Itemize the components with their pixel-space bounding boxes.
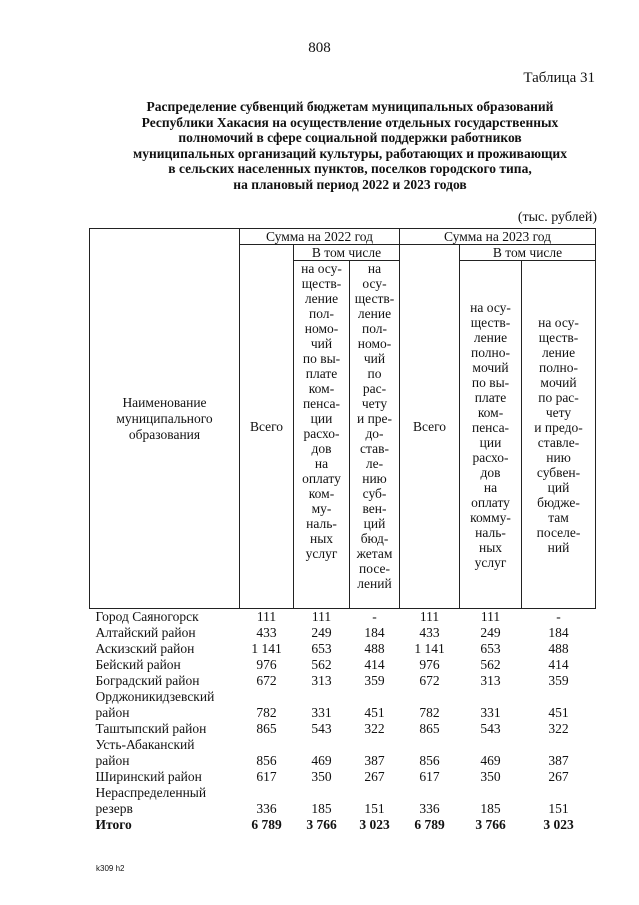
municipality-name [90,657,240,673]
value-cell: 433 [419,625,440,640]
total-row [90,817,596,833]
value-cell: 543 [480,721,501,736]
value-cell: 6 789 [251,817,282,832]
table-row [90,785,596,817]
header-line: комму- [470,509,511,525]
value-cell: 322 [364,721,385,736]
header-line: жетам [356,546,393,561]
header-line: расхо- [303,426,340,441]
municipality-name [90,673,240,689]
header-line: чету [361,396,388,411]
value-cell: 976 [256,657,277,672]
header-line: на осу- [470,299,511,315]
value-cell: 865 [256,721,277,736]
header-line: и пре- [356,411,393,426]
header-line: ком- [477,404,504,420]
title-line: муниципальных организаций культуры, работающих и проживающих [133,145,567,161]
header-line: плате [305,366,338,381]
title-line: Республики Хакасия на осуществление отдельных государственных [141,114,559,130]
value-cell: 111 [311,609,332,624]
header-line: чету [545,404,572,420]
value-cell: 350 [311,769,332,784]
value-cell: 313 [311,673,332,688]
value-cell: 313 [480,673,501,688]
municipality-name [90,641,240,657]
value-cell: 451 [364,705,385,720]
value-cell: 151 [364,801,385,816]
value-cell: 3 766 [306,817,337,832]
value-cell: 782 [419,705,440,720]
municipality-name-line: Бейский район [95,657,181,672]
table-row [90,769,596,785]
header-line: му- [311,501,332,516]
municipality-name-line: Город Саяногорск [95,609,199,624]
header-line: ление [473,329,508,345]
table-row [90,737,596,769]
header-line: мочий [540,374,577,390]
value-cell: 469 [311,753,332,768]
table-row [90,641,596,657]
municipality-name-line: Ширинский район [95,769,202,784]
table-row [90,689,596,721]
value-cell: 672 [256,673,277,688]
value-cell: 1 141 [251,641,282,656]
header-line: ществ- [301,276,342,291]
header-line: нию [546,449,571,465]
value-cell: 249 [480,625,501,640]
municipality-name [90,737,240,769]
units-label: (тыс. рублей) [517,210,597,225]
header-line: нию [362,471,387,486]
header-line: на [367,261,382,276]
header-line: ле- [365,456,384,471]
value-cell: 469 [480,753,501,768]
header-line: пол- [308,306,335,321]
value-cell: 359 [364,673,385,688]
header-line: на [483,479,498,495]
header-line: ком- [308,381,335,396]
header-line: ний [547,539,570,555]
header-line: на [314,456,329,471]
value-cell: 653 [480,641,501,656]
table-row [90,625,596,641]
header-line: посе- [359,561,390,576]
header-line: поселе- [536,524,581,540]
table-label: Таблица 31 [523,70,595,86]
header-utility-compensation-2023 [460,261,522,609]
header-line: вен- [362,501,387,516]
header-line: мочий [472,359,509,375]
municipality-name [90,689,240,721]
municipality-name [90,609,240,626]
municipality-name-line: Боградский район [95,673,200,688]
subvention-table [89,228,596,833]
value-cell: 185 [480,801,501,816]
municipality-name-line: Усть-Абаканский [95,737,195,752]
value-cell: 856 [419,753,440,768]
header-total-2022: Всего [240,245,294,609]
value-cell: 111 [256,609,277,624]
header-line: бюдже- [537,494,580,510]
header-line: номо- [357,336,392,351]
header-line: расхо- [472,449,509,465]
value-cell: 562 [480,657,501,672]
municipality-name-line: Орджоникидзевский [95,689,215,704]
header-line: чий [310,336,333,351]
header-line: ществ- [538,329,579,345]
header-line: став- [360,441,389,456]
header-line: ных [478,539,503,555]
municipality-name [90,817,240,833]
header-line: Наименование [122,394,207,410]
municipality-name-line: район [95,753,130,768]
value-cell: 322 [548,721,569,736]
value-cell: 359 [548,673,569,688]
value-cell: 111 [419,609,440,624]
municipality-name [90,625,240,641]
header-line: ление [357,306,392,321]
header-line: на осу- [538,314,579,330]
value-cell: 488 [548,641,569,656]
value-cell: 488 [364,641,385,656]
header-line: оплату [302,471,341,486]
value-cell: 6 789 [414,817,445,832]
header-line: услуг [305,546,338,561]
header-line: ций [363,516,386,531]
header-line: наль- [306,516,337,531]
value-cell: 267 [548,769,569,784]
header-line: ление [541,344,576,360]
header-line: чий [363,351,386,366]
value-cell: 350 [480,769,501,784]
value-cell: 562 [311,657,332,672]
value-cell: 543 [311,721,332,736]
header-line: лений [357,576,392,591]
value-cell: 414 [548,657,569,672]
header-including-2023: В том числе [460,245,596,261]
value-cell: 336 [256,801,277,816]
header-line: ции [310,411,333,426]
header-line: бюд- [360,531,389,546]
header-line: по вы- [471,374,510,390]
header-municipality [90,229,240,609]
footer-code: k309 h2 [96,864,125,873]
header-sum-2022: Сумма на 2022 год [240,229,400,245]
header-line: наль- [475,524,506,540]
value-cell: 184 [548,625,569,640]
header-line: оплату [471,494,510,510]
value-cell: 184 [364,625,385,640]
title-line: Распределение субвенций бюджетам муниципальных образований [146,99,554,114]
header-line: ком- [308,486,335,501]
header-line: по вы- [302,351,341,366]
header-settlement-subvention-2022 [350,261,400,609]
header-line: суб- [362,486,387,501]
header-line: по рас- [538,389,579,405]
header-line: ществ- [354,291,395,306]
header-line: на осу- [301,261,342,276]
header-line: до- [365,426,384,441]
header-line: ных [309,531,334,546]
title-line: полномочий в сфере социальной поддержки работников [178,130,522,145]
municipality-name-line: Итого [95,817,132,832]
value-cell: 617 [256,769,277,784]
header-line: рас- [362,381,387,396]
value-cell: 976 [419,657,440,672]
header-line: ление [304,291,339,306]
municipality-name-line: Нераспределенный [95,785,207,800]
header-line: ставле- [537,434,580,450]
value-cell: 387 [548,753,569,768]
value-cell: 3 023 [543,817,574,832]
value-cell: 336 [419,801,440,816]
municipality-name-line: район [95,705,130,720]
header-line: плате [474,389,507,405]
municipality-name-line: Таштыпский район [95,721,207,736]
header-line: полно- [539,359,579,375]
value-cell: 653 [311,641,332,656]
value-cell: - [556,609,561,624]
table-row [90,721,596,737]
header-line: услуг [474,554,507,570]
header-line: субвен- [536,464,581,480]
header-utility-compensation-2022 [294,261,350,609]
header-including-2022: В том числе [294,245,400,261]
header-line: осу- [362,276,387,291]
value-cell: 249 [311,625,332,640]
value-cell: 151 [548,801,569,816]
header-line: муниципального [116,410,213,426]
table-row [90,657,596,673]
value-cell: 387 [364,753,385,768]
value-cell: 865 [419,721,440,736]
header-line: ции [479,434,502,450]
value-cell: 617 [419,769,440,784]
header-line: пол- [361,321,388,336]
page-number: 808 [308,40,331,56]
title-line: на плановый период 2022 и 2023 годов [233,176,467,192]
header-line: там [548,509,569,525]
municipality-name [90,721,240,737]
header-settlement-subvention-2023 [522,261,596,609]
header-sum-2023: Сумма на 2023 год [400,229,596,245]
value-cell: 3 023 [359,817,390,832]
value-cell: 451 [548,705,569,720]
header-line: пенса- [471,419,510,435]
value-cell: - [372,609,377,624]
header-line: ществ- [470,314,511,330]
header-line: образования [128,426,201,442]
value-cell: 1 141 [414,641,445,656]
municipality-name-line: Аскизский район [95,641,195,656]
value-cell: 111 [480,609,501,624]
value-cell: 267 [364,769,385,784]
header-line: и предо- [534,419,583,435]
table-row [90,609,596,626]
header-line: полно- [471,344,511,360]
value-cell: 414 [364,657,385,672]
header-line: по [367,366,382,381]
value-cell: 672 [419,673,440,688]
document-title [90,99,610,192]
municipality-name [90,785,240,817]
header-line: номо- [304,321,339,336]
municipality-name-line: Алтайский район [95,625,196,640]
value-cell: 331 [480,705,501,720]
header-line: пенса- [302,396,341,411]
municipality-name [90,769,240,785]
municipality-name-line: резерв [95,801,133,816]
header-total-2023: Всего [400,245,460,609]
value-cell: 856 [256,753,277,768]
table-row [90,673,596,689]
header-line: дов [311,441,332,456]
value-cell: 3 766 [475,817,506,832]
header-line: ций [547,479,570,495]
title-line: в сельских населенных пунктов, поселков городского типа, [168,161,532,176]
value-cell: 782 [256,705,277,720]
value-cell: 433 [256,625,277,640]
header-line: дов [480,464,501,480]
value-cell: 331 [311,705,332,720]
value-cell: 185 [311,801,332,816]
